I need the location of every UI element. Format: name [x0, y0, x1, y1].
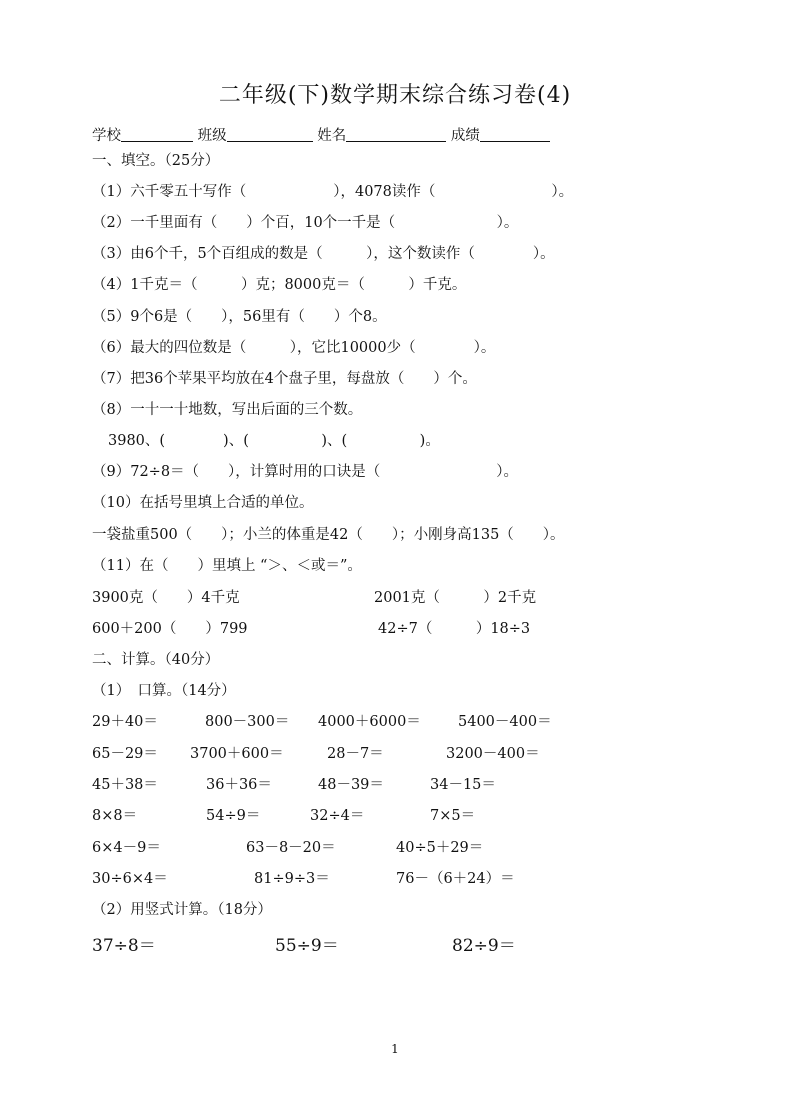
vertical-item: 37÷8＝	[92, 936, 156, 956]
mixed-item: 30÷6×4＝	[92, 871, 168, 887]
score-blank	[480, 127, 550, 142]
oral-calc-heading: （1） 口算。（14分）	[92, 683, 236, 699]
mixed-item: 63－8－20＝	[246, 840, 336, 856]
compare-item: 42÷7（ ）18÷3	[378, 621, 531, 637]
mixed-item: 76－（6＋24）＝	[396, 871, 515, 887]
section1-heading: 一、填空。（25分）	[92, 153, 220, 169]
question-9: （9）72÷8＝（ ），计算时用的口诀是（ ）。	[92, 464, 519, 480]
oral-item: 29＋40＝	[92, 714, 158, 730]
oral-item: 5400－400＝	[458, 714, 552, 730]
question-6: （6）最大的四位数是（ ），它比10000少（ ）。	[92, 340, 496, 356]
page-number: 1	[391, 1042, 399, 1056]
question-10-answers: 一袋盐重500（ ）；小兰的体重是42（ ）；小刚身高135（ ）。	[92, 527, 565, 543]
name-label: 姓名	[317, 128, 347, 144]
mixed-item: 40÷5＋29＝	[396, 840, 484, 856]
question-1: （1）六千零五十写作（ ），4078读作（ ）。	[92, 184, 574, 200]
oral-item: 7×5＝	[430, 808, 476, 824]
question-11: （11）在（ ）里填上 “＞、＜或＝”。	[92, 558, 362, 574]
question-3: （3）由6个千，5个百组成的数是（ ），这个数读作（ ）。	[92, 246, 555, 262]
question-2: （2）一千里面有（ ）个百，10个一千是（ ）。	[92, 215, 519, 231]
class-label: 班级	[197, 128, 227, 144]
question-10: （10）在括号里填上合适的单位。	[92, 495, 314, 511]
oral-item: 34－15＝	[430, 777, 496, 793]
mixed-item: 81÷9÷3＝	[254, 871, 330, 887]
mixed-item: 6×4－9＝	[92, 840, 161, 856]
compare-item: 2001克（ ）2千克	[374, 590, 537, 606]
page-title: 二年级(下)数学期末综合练习卷(4)	[218, 83, 572, 108]
question-7: （7）把36个苹果平均放在4个盘子里，每盘放（ ）个。	[92, 371, 477, 387]
compare-item: 600＋200（ ）799	[92, 621, 248, 637]
oral-item: 8×8＝	[92, 808, 138, 824]
oral-item: 28－7＝	[327, 746, 384, 762]
question-4: （4）1千克＝（ ）克；8000克＝（ ）千克。	[92, 277, 467, 293]
school-blank	[121, 127, 193, 142]
question-8: （8）一十一十地数，写出后面的三个数。	[92, 402, 363, 418]
vertical-calc-heading: （2）用竖式计算。（18分）	[92, 902, 272, 918]
student-info-line	[92, 126, 550, 146]
oral-item: 800－300＝	[205, 714, 290, 730]
name-blank	[346, 127, 446, 142]
oral-item: 48－39＝	[318, 777, 384, 793]
oral-item: 45＋38＝	[92, 777, 158, 793]
score-label: 成绩	[450, 128, 480, 144]
section2-heading: 二、计算。（40分）	[92, 652, 220, 668]
oral-item: 54÷9＝	[206, 808, 261, 824]
oral-item: 4000＋6000＝	[318, 714, 421, 730]
oral-item: 32÷4＝	[310, 808, 365, 824]
oral-item: 36＋36＝	[206, 777, 272, 793]
compare-item: 3900克（ ）4千克	[92, 590, 240, 606]
oral-item: 3700＋600＝	[190, 746, 284, 762]
vertical-item: 55÷9＝	[275, 936, 339, 956]
class-blank	[227, 127, 313, 142]
oral-item: 3200－400＝	[446, 746, 540, 762]
vertical-item: 82÷9＝	[452, 936, 516, 956]
question-5: （5）9个6是（ ），56里有（ ）个8。	[92, 309, 387, 325]
question-8-answers: 3980、( )、( )、( )。	[108, 433, 440, 449]
oral-item: 65－29＝	[92, 746, 158, 762]
school-label: 学校	[92, 128, 121, 144]
